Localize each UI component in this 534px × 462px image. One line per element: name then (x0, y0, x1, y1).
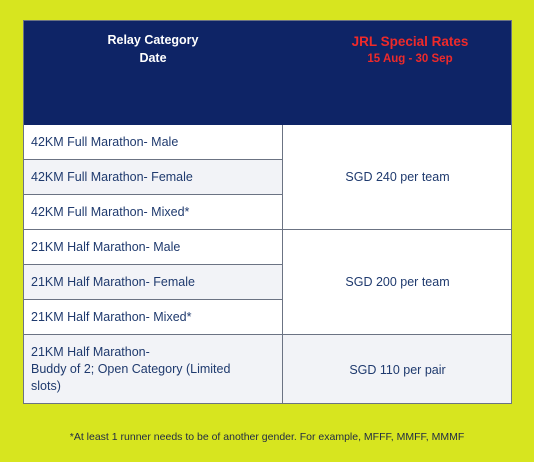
table-row (23, 300, 282, 335)
table-row (23, 335, 282, 404)
rate-text: SGD 110 per pair (349, 362, 446, 377)
rate-cell (283, 230, 512, 335)
table-row (23, 195, 282, 230)
rate-cell (283, 335, 512, 404)
table-row (23, 125, 282, 160)
header-date: Date (139, 51, 167, 65)
category-label: 42KM Full Marathon- Male (31, 135, 179, 149)
category-label: 21KM Half Marathon- Mixed* (31, 310, 192, 324)
table-row (23, 265, 282, 300)
pricing-table (23, 20, 512, 404)
category-label (31, 344, 230, 395)
header-relay-category: Relay Category (107, 33, 199, 47)
category-label-line: slots) (31, 379, 61, 393)
category-label: 42KM Full Marathon- Female (31, 170, 193, 184)
rate-text: SGD 200 per team (345, 275, 450, 289)
rate-cell (283, 125, 512, 230)
header-category-column (23, 31, 283, 67)
category-label-line: Buddy of 2; Open Category (Limited (31, 362, 231, 376)
category-label: 42KM Full Marathon- Mixed* (31, 205, 190, 219)
table-row (23, 230, 282, 265)
category-label-line: 21KM Half Marathon- (31, 345, 150, 359)
header-rate-period: 15 Aug - 30 Sep (367, 53, 453, 65)
category-label: 21KM Half Marathon- Male (31, 240, 181, 254)
category-label: 21KM Half Marathon- Female (31, 275, 195, 289)
table-header (23, 20, 512, 125)
rate-text: SGD 240 per team (345, 170, 450, 184)
table-row (23, 160, 282, 195)
footnote: *At least 1 runner needs to be of another gender. For example, MFFF, MMFF, MMMF (69, 431, 465, 443)
header-special-rates: JRL Special Rates (351, 34, 469, 49)
header-rates-column (308, 33, 512, 68)
